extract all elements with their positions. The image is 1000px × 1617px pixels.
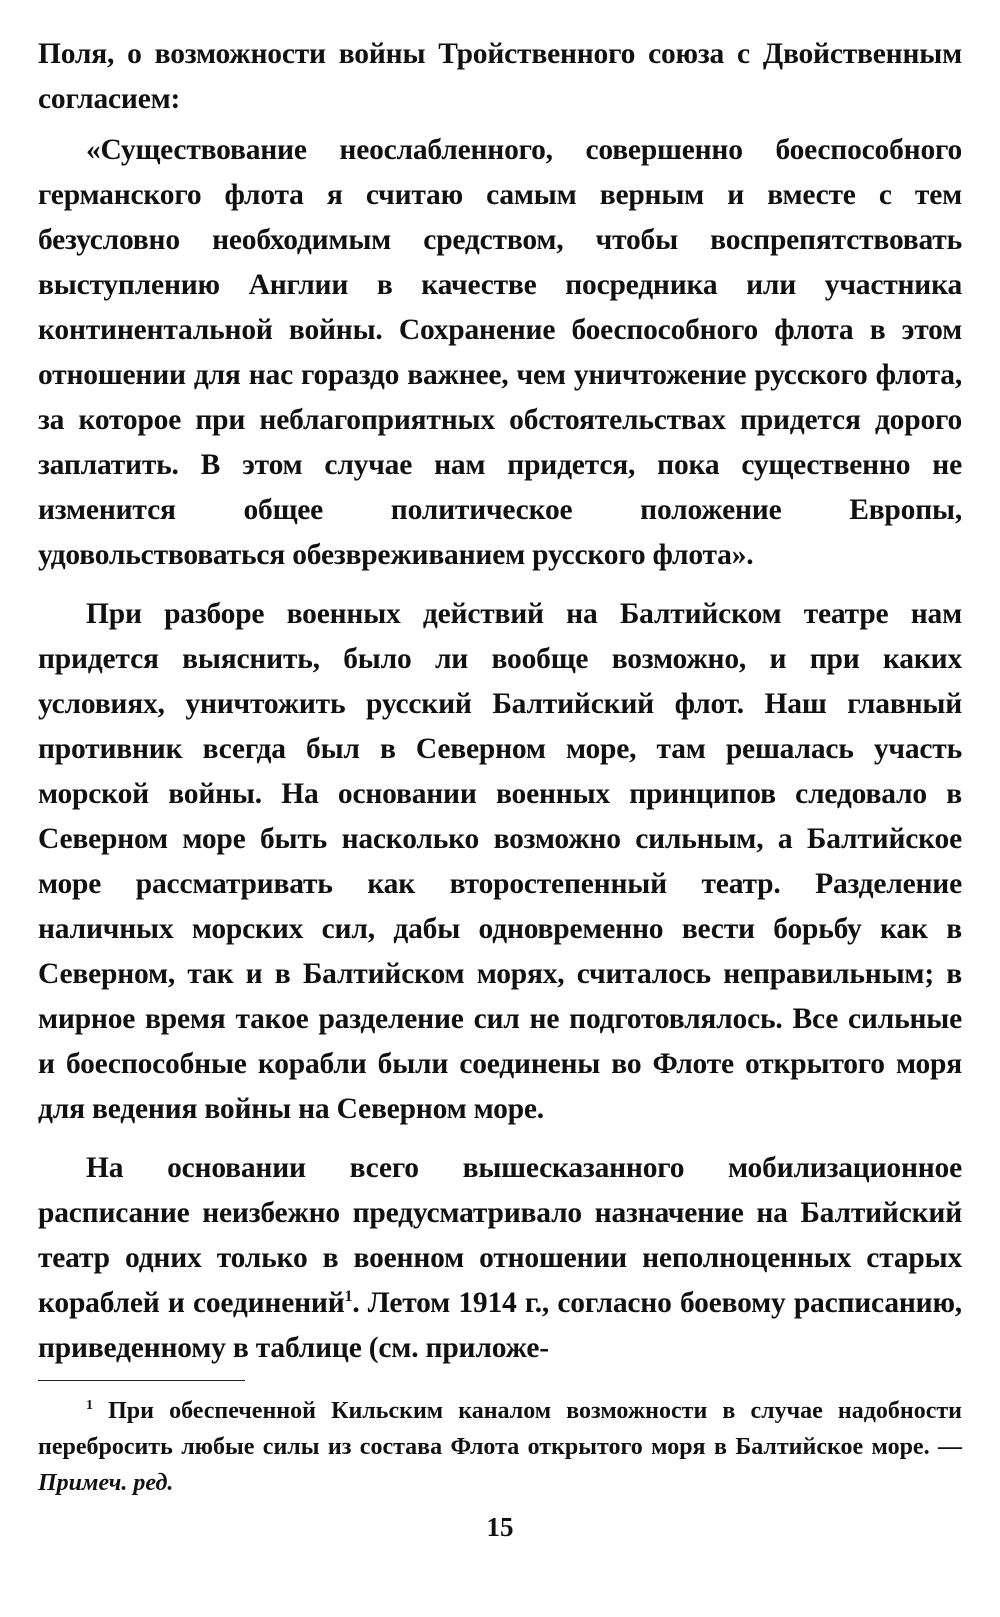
footnote-divider [38,1380,245,1381]
paragraph-1: Поля, о возможности войны Тройственного союза с Двойственным согласием: [38,38,962,115]
footnote-reference[interactable]: 1 [344,1288,353,1306]
footnote-marker: 1 [86,1398,93,1413]
paragraph-2-quote: «Существование неослабленного, совершенно боеспособного германского флота я считаю самым верным и вместе с тем безусловно необходимым средством, чтобы воспрепятствовать выступлению Англии в качестве посредника или участника континентальной войны. Сохранение боеспособного флота в этом отношении для нас гораздо важнее, чем уничтожение русского флота, за которое при неблагоприятных обстоятельствах придется дорого заплатить. В этом случае нам придется, пока существенно не изменится общее политическое положение Европы, удовольствоваться обезвреживанием русского флота». [38,134,962,571]
paragraph-4-text: На основании всего вышесказанного мобилизационное расписание неизбежно предусматривало назначение на Балтийский театр одних только в военном отношении неполноценных старых кораблей и соединений [38,1152,962,1319]
paragraph-3: При разборе военных действий на Балтийском театре нам придется выяснить, было ли вообще возможно, и при каких условиях, уничтожить русский Балтийский флот. Наш главный противник всегда был в Северном море, там решалась участь морской войны. На основании военных принципов следовало в Северном море быть насколько возможно сильным, а Балтийское море рассматривать как второстепенный театр. Разделение наличных морских сил, дабы одновременно вести борьбу как в Северном, так и в Балтийском морях, считалось неправильным; в мирное время такое разделение сил не подготовлялось. Все сильные и боеспособные корабли были соединены во Флоте открытого моря для ведения войны на Северном море. [38,598,962,1125]
paragraph-4-tail: . Летом 1914 г., согласно боевому расписанию, приведенному в таблице (см. приложе- [38,1287,962,1364]
page-body [38,32,962,1371]
footnote-text: При обеспеченной Кильским каналом возможности в случае надобности перебросить любые силы из состава Флота открытого моря в Балтийское море. — [38,1398,962,1460]
paragraph-4 [38,1146,962,1371]
footnote-editor-note: Примеч. ред. [38,1470,174,1496]
footnote [38,1393,962,1501]
page-number: 15 [486,1512,514,1542]
